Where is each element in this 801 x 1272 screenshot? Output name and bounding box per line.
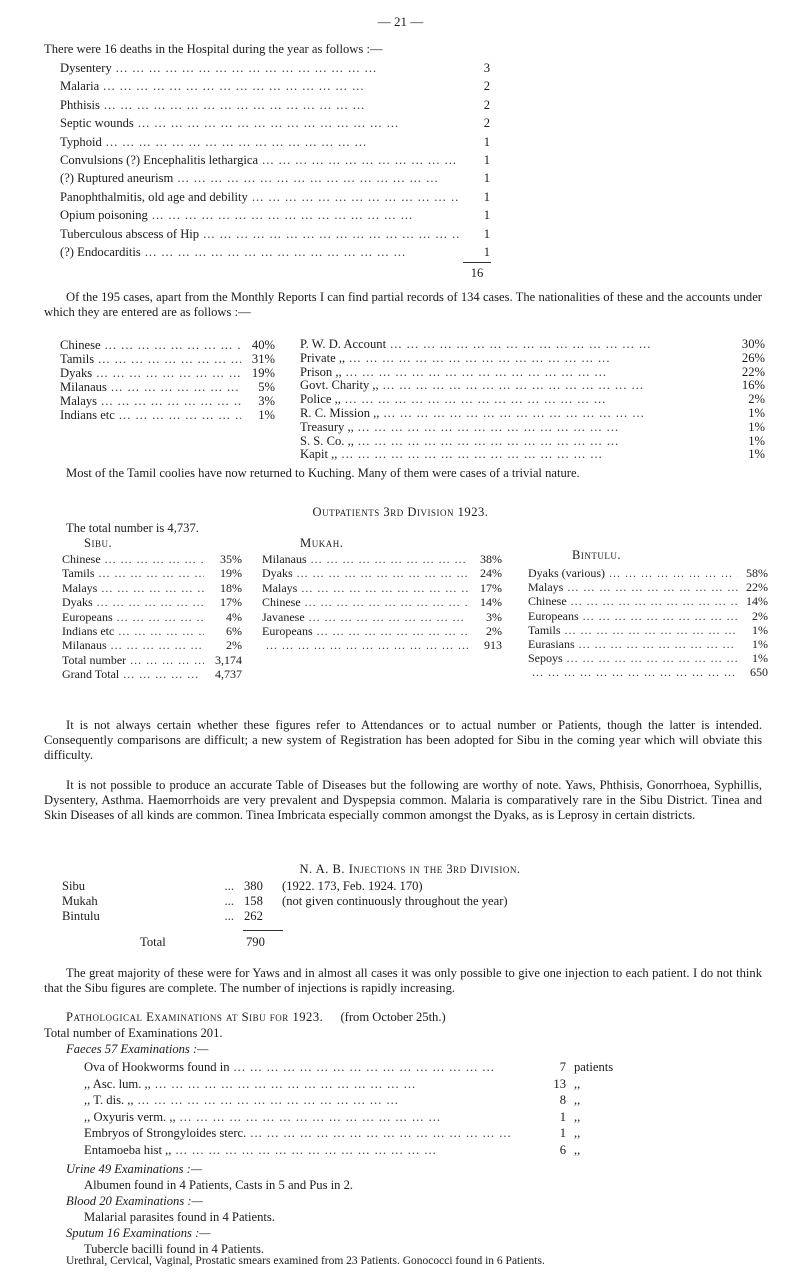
nationality-row-label: Milanaus xyxy=(60,380,107,394)
account-row-label: R. C. Mission ,, xyxy=(300,405,380,420)
smears-paragraph: Urethral, Cervical, Vaginal, Prostatic smears examined from 23 Patients. Gonococci found in 6 Patients. xyxy=(66,1255,545,1267)
death-cause xyxy=(60,133,490,151)
account-row-value: 30% xyxy=(741,337,765,351)
urine-title: Urine 49 Examinations :— xyxy=(66,1162,203,1176)
mukah-row xyxy=(262,566,502,580)
bintulu-row xyxy=(528,651,768,665)
injection-row-label: Mukah xyxy=(62,894,98,908)
leader-dots xyxy=(293,566,468,580)
injection-row-note: (1922. 173, Feb. 1924. 170) xyxy=(282,879,423,893)
leader-dots xyxy=(297,581,468,595)
account-row-value: 2% xyxy=(748,392,765,407)
blood-title: Blood 20 Examinations :— xyxy=(66,1194,203,1208)
leader-dots xyxy=(605,566,738,580)
sibu-row xyxy=(62,610,242,624)
bintulu-row-value: 22% xyxy=(746,580,768,595)
leader-dots xyxy=(230,1059,542,1076)
leader-dots xyxy=(95,566,205,580)
leader-dots xyxy=(379,379,731,393)
death-cause-value: 1 xyxy=(483,189,490,204)
death-cause xyxy=(60,59,490,77)
leader-dots xyxy=(173,169,460,187)
nationality-row xyxy=(60,338,275,352)
bintulu-row xyxy=(528,637,768,651)
mukah-list xyxy=(262,552,502,653)
mukah-row-value: 2% xyxy=(486,624,502,639)
leader-dots xyxy=(301,595,468,609)
account-row-label: Kapit ,, xyxy=(300,447,338,462)
account-row xyxy=(300,338,765,352)
bintulu-row xyxy=(528,566,768,580)
nationality-row-value: 31% xyxy=(251,352,275,366)
leader-dots xyxy=(99,77,460,95)
leader-dots xyxy=(134,1092,542,1109)
leader-dots xyxy=(579,609,738,623)
mukah-row-label: Javanese xyxy=(262,609,305,624)
bintulu-row-value: 650 xyxy=(750,665,768,680)
bintulu-row-value: 1% xyxy=(752,651,768,666)
nationalities-list xyxy=(60,338,275,422)
urine-text: Albumen found in 4 Patients, Casts in 5 and Pus in 2. xyxy=(84,1178,354,1192)
sibu-row xyxy=(62,653,242,667)
accounts-list xyxy=(300,338,765,462)
bintulu-row-label: Tamils xyxy=(528,622,561,637)
mukah-title: Mukah. xyxy=(300,536,344,550)
injection-row-value: 380 xyxy=(244,879,263,893)
injection-row-label: Bintulu xyxy=(62,909,100,923)
bintulu-row-value: 58% xyxy=(746,566,768,580)
death-cause-value: 1 xyxy=(483,153,490,168)
account-row-label: P. W. D. Account xyxy=(300,337,387,351)
death-cause-label: Phthisis xyxy=(60,97,100,112)
account-row xyxy=(300,435,765,449)
bintulu-row xyxy=(528,580,768,594)
bintulu-row-value: 2% xyxy=(752,608,768,623)
leader-dots xyxy=(93,595,204,609)
injection-row xyxy=(62,894,722,909)
leader-dots xyxy=(354,435,731,449)
mukah-row-value: 3% xyxy=(486,609,502,624)
faeces-row-unit: ,, xyxy=(574,1076,581,1091)
death-cause xyxy=(60,188,490,206)
deaths-total: 16 xyxy=(470,266,484,280)
sibu-row-value: 3,174 xyxy=(215,652,242,667)
sibu-row xyxy=(62,566,242,580)
faeces-row xyxy=(84,1059,644,1076)
sibu-row-value: 18% xyxy=(220,580,242,595)
faeces-row-value: 8 xyxy=(559,1093,566,1108)
outpatients-heading: Outpatients 3rd Division 1923. xyxy=(312,505,489,519)
nationality-row-value: 3% xyxy=(258,394,275,408)
death-cause-label: Malaria xyxy=(60,79,100,94)
sibu-row-value: 4,737 xyxy=(215,667,242,682)
faeces-row xyxy=(84,1142,644,1159)
nationality-row-label: Dyaks xyxy=(60,366,93,380)
death-cause-value: 1 xyxy=(483,208,490,223)
bintulu-row xyxy=(528,623,768,637)
leader-dots xyxy=(134,114,460,132)
injections-total-rule xyxy=(243,930,283,931)
injection-row xyxy=(62,909,722,924)
attendance-paragraph: It is not always certain whether these figures refer to Attendances or to actual number or Patients, though the latter is intended. Consequently comparisons are difficult; a new system of Registration has been adopted for Sibu in the coming year which will obviate this difficulty. xyxy=(44,718,762,762)
account-row-label: Police ,, xyxy=(300,392,341,407)
leader-dots xyxy=(107,638,204,652)
leader-dots xyxy=(115,408,241,422)
leader-dots xyxy=(101,552,204,566)
death-cause-label: Tuberculous abscess of Hip xyxy=(60,226,200,241)
deaths-total-rule xyxy=(463,262,491,263)
account-row-label: S. S. Co. ,, xyxy=(300,433,354,448)
mukah-row-value: 913 xyxy=(484,638,502,653)
nationality-row xyxy=(60,408,275,422)
mukah-row-label: Malays xyxy=(262,580,298,595)
leader-dots xyxy=(199,225,460,243)
account-row-value: 22% xyxy=(741,364,765,379)
leader-dots xyxy=(112,59,460,77)
death-cause xyxy=(60,169,490,187)
death-cause xyxy=(60,151,490,169)
nationality-row xyxy=(60,352,275,366)
leader-dots: ... xyxy=(224,879,234,893)
death-cause-label: Opium poisoning xyxy=(60,208,148,223)
outpatients-total-line: The total number is 4,737. xyxy=(66,521,199,535)
injection-row-note xyxy=(278,909,282,924)
pathology-heading: Pathological Examinations at Sibu for 1923. xyxy=(66,1010,324,1024)
mukah-row xyxy=(262,624,502,638)
sibu-row-value: 17% xyxy=(220,595,242,610)
bintulu-row-label: Dyaks (various) xyxy=(528,566,605,580)
account-row-value: 16% xyxy=(741,378,765,393)
sibu-row-value: 4% xyxy=(226,609,242,624)
injection-row-label: Sibu xyxy=(62,879,86,893)
faeces-row-unit: patients xyxy=(574,1060,614,1074)
faeces-row-unit: ,, xyxy=(574,1109,581,1124)
account-row xyxy=(300,379,765,393)
leader-dots: ... xyxy=(224,894,234,908)
mukah-row xyxy=(262,552,502,566)
leader-dots xyxy=(119,667,204,681)
bintulu-row xyxy=(528,609,768,623)
sibu-row-label: Chinese xyxy=(62,552,101,566)
faeces-row-value: 1 xyxy=(559,1109,566,1124)
faeces-row-label: Ova of Hookworms found in xyxy=(84,1060,230,1074)
bintulu-row xyxy=(528,665,768,679)
injections-total-label: Total xyxy=(140,935,166,949)
leader-dots xyxy=(528,665,738,679)
faeces-row-label: Entamoeba hist ,, xyxy=(84,1142,172,1157)
mukah-row-value: 24% xyxy=(480,566,502,581)
death-cause-label: (?) Ruptured aneurism xyxy=(60,171,174,186)
leader-dots xyxy=(345,352,731,366)
sibu-row-label: Dyaks xyxy=(62,595,93,610)
sibu-row-value: 35% xyxy=(220,552,242,566)
bintulu-row-label: Malays xyxy=(528,580,564,595)
bintulu-row-label: Chinese xyxy=(528,594,567,609)
account-row xyxy=(300,352,765,366)
leader-dots xyxy=(386,338,731,352)
faeces-row-unit: ,, xyxy=(574,1142,581,1157)
mukah-row-value: 38% xyxy=(480,552,502,566)
account-row xyxy=(300,448,765,462)
sibu-row-value: 19% xyxy=(220,566,242,581)
injection-row-value: 158 xyxy=(244,894,263,908)
leader-dots xyxy=(567,594,738,608)
nationality-row xyxy=(60,380,275,394)
leader-dots xyxy=(313,624,468,638)
nationality-row-value: 19% xyxy=(251,366,275,380)
leader-dots xyxy=(148,206,460,224)
faeces-row-unit: ,, xyxy=(574,1093,581,1108)
leader-dots xyxy=(97,394,241,408)
leader-dots xyxy=(126,653,204,667)
death-cause-label: Panophthalmitis, old age and debility xyxy=(60,189,248,204)
death-cause-value: 3 xyxy=(483,61,490,75)
pathology-heading-note: (from October 25th.) xyxy=(340,1010,446,1024)
tamil-paragraph: Most of the Tamil coolies have now returned to Kuching. Many of them were cases of a trivial nature. xyxy=(66,466,580,480)
leader-dots xyxy=(92,366,241,380)
faeces-row-value: 1 xyxy=(559,1126,566,1141)
death-cause xyxy=(60,114,490,132)
faeces-list xyxy=(84,1059,644,1159)
nationality-row-label: Tamils xyxy=(60,352,95,366)
bintulu-row-value: 14% xyxy=(746,594,768,609)
mukah-row xyxy=(262,610,502,624)
death-cause-value: 1 xyxy=(483,134,490,149)
account-row-value: 1% xyxy=(748,405,765,420)
leader-dots xyxy=(337,448,731,462)
sibu-list xyxy=(62,552,242,682)
bintulu-title: Bintulu. xyxy=(572,548,622,562)
nationality-row-value: 40% xyxy=(251,338,275,352)
diseases-paragraph: It is not possible to produce an accurate Table of Diseases but the following are worthy of note. Yaws, Phthisis, Gonorrhoea, Syphillis, Dysentery, Asthma. Haemorrhoids are very prevalent and Dyspepsia common. Malaria is comparatively rare in the Sibu District. Tinea and Skin Diseases of all kinds are common. Tinea Imbricata especially common amongst the Dyaks, as is Leprosy in certain districts. xyxy=(44,778,762,822)
injections-heading: N. A. B. Injections in the 3rd Division. xyxy=(299,862,521,876)
nationality-row-label: Indians etc xyxy=(60,408,115,422)
bintulu-row-value: 1% xyxy=(752,622,768,637)
mukah-row xyxy=(262,638,502,652)
faeces-row xyxy=(84,1092,644,1109)
sputum-text: Tubercle bacilli found in 4 Patients. xyxy=(84,1242,265,1256)
mukah-row-label: Dyaks xyxy=(262,566,293,581)
death-cause-value: 1 xyxy=(483,171,490,186)
leader-dots xyxy=(561,623,739,637)
sputum-title: Sputum 16 Examinations :— xyxy=(66,1226,211,1240)
deaths-intro: There were 16 deaths in the Hospital during the year as follows :— xyxy=(44,42,383,56)
faeces-title: Faeces 57 Examinations :— xyxy=(66,1042,209,1056)
leader-dots xyxy=(141,243,460,261)
faeces-row-unit: ,, xyxy=(574,1126,581,1141)
sibu-row xyxy=(62,581,242,595)
bintulu-row-label: Sepoys xyxy=(528,651,563,666)
nationality-row-value: 1% xyxy=(258,408,275,422)
injection-row xyxy=(62,879,722,894)
account-row xyxy=(300,393,765,407)
leader-dots xyxy=(171,1142,542,1159)
leader-dots xyxy=(151,1076,542,1093)
faeces-row-label: ,, T. dis. ,, xyxy=(84,1093,134,1108)
leader-dots xyxy=(248,188,460,206)
nationality-row-label: Malays xyxy=(60,394,98,408)
sibu-row xyxy=(62,595,242,609)
leader-dots xyxy=(563,580,738,594)
bintulu-row-value: 1% xyxy=(752,637,768,652)
account-row-label: Treasury ,, xyxy=(300,419,354,434)
account-row-label: Govt. Charity ,, xyxy=(300,378,379,393)
leader-dots xyxy=(101,338,241,352)
death-cause xyxy=(60,77,490,95)
sibu-row xyxy=(62,667,242,681)
sibu-row xyxy=(62,638,242,652)
sibu-row-label: Europeans xyxy=(62,609,113,624)
leader-dots xyxy=(107,380,241,394)
nationality-row-label: Chinese xyxy=(60,338,101,352)
faeces-row-value: 13 xyxy=(553,1076,566,1091)
account-row-label: Private ,, xyxy=(300,350,346,365)
pathology-heading-line xyxy=(66,1010,766,1025)
blood-text: Malarial parasites found in 4 Patients. xyxy=(84,1210,275,1224)
death-cause-value: 1 xyxy=(483,226,490,241)
yaws-paragraph: The great majority of these were for Yaws and in almost all cases it was only possible to give one injection to each patient. I do not think that the Sibu figures are complete. The number of injections is rapidly increasing. xyxy=(44,966,762,995)
sibu-row xyxy=(62,624,242,638)
death-cause-label: (?) Endocarditis xyxy=(60,245,141,260)
nationality-row-value: 5% xyxy=(258,380,275,394)
mukah-row-value: 17% xyxy=(480,580,502,595)
account-row-label: Prison ,, xyxy=(300,364,342,379)
death-cause xyxy=(60,225,490,243)
death-cause xyxy=(60,206,490,224)
mukah-row-label: Chinese xyxy=(262,595,301,610)
leader-dots xyxy=(575,637,738,651)
death-cause-label: Septic wounds xyxy=(60,116,134,131)
faeces-row xyxy=(84,1076,644,1093)
cases-paragraph: Of the 195 cases, apart from the Monthly Reports I can find partial records of 134 cases. The nationalities of these and the accounts under which they are entered are as follows :— xyxy=(44,290,762,319)
account-row-value: 1% xyxy=(748,447,765,462)
nationality-row xyxy=(60,394,275,408)
leader-dots xyxy=(262,638,468,652)
leader-dots xyxy=(342,366,731,380)
account-row-value: 1% xyxy=(748,419,765,434)
sibu-row-label: Grand Total xyxy=(62,667,120,682)
leader-dots xyxy=(379,407,731,421)
pathology-total-line: Total number of Examinations 201. xyxy=(44,1026,223,1040)
sibu-row-label: Total number xyxy=(62,652,127,667)
death-cause xyxy=(60,243,490,261)
bintulu-row-label: Europeans xyxy=(528,608,579,623)
mukah-row-label: Europeans xyxy=(262,624,313,639)
account-row xyxy=(300,421,765,435)
sibu-row-label: Tamils xyxy=(62,566,95,581)
sibu-row-label: Indians etc xyxy=(62,624,115,639)
injection-row-value: 262 xyxy=(244,909,263,923)
account-row-value: 26% xyxy=(741,350,765,365)
deaths-list xyxy=(60,59,490,261)
faeces-row-label: ,, Asc. lum. ,, xyxy=(84,1076,151,1091)
account-row-value: 1% xyxy=(748,433,765,448)
leader-dots xyxy=(100,96,460,114)
faeces-row-label: Embryos of Strongyloides sterc. xyxy=(84,1126,247,1141)
faeces-row-value: 6 xyxy=(559,1142,566,1157)
nationality-row xyxy=(60,366,275,380)
leader-dots xyxy=(341,393,731,407)
sibu-row-label: Malays xyxy=(62,580,98,595)
death-cause-value: 2 xyxy=(483,116,490,131)
death-cause-value: 2 xyxy=(483,97,490,112)
faeces-row xyxy=(84,1109,644,1126)
account-row xyxy=(300,407,765,421)
mukah-row xyxy=(262,581,502,595)
injections-total-value: 790 xyxy=(246,935,265,949)
mukah-row xyxy=(262,595,502,609)
faeces-row-label: ,, Oxyuris verm. ,, xyxy=(84,1109,176,1124)
leader-dots xyxy=(97,581,204,595)
injections-list xyxy=(62,879,722,924)
leader-dots xyxy=(307,552,468,566)
leader-dots xyxy=(113,610,204,624)
leader-dots xyxy=(258,151,460,169)
death-cause xyxy=(60,96,490,114)
death-cause-value: 1 xyxy=(483,245,490,260)
sibu-title: Sibu. xyxy=(84,536,113,550)
bintulu-row-label: Eurasians xyxy=(528,637,575,652)
leader-dots xyxy=(94,352,241,366)
account-row xyxy=(300,366,765,380)
leader-dots xyxy=(305,610,468,624)
sibu-row-value: 2% xyxy=(226,638,242,653)
injection-row-note: (not given continuously throughout the year) xyxy=(282,894,508,908)
leader-dots xyxy=(354,421,731,435)
sibu-row-value: 6% xyxy=(226,624,242,639)
faeces-row-value: 7 xyxy=(559,1060,566,1074)
leader-dots xyxy=(114,624,204,638)
page-number: — 21 — xyxy=(377,14,424,29)
faeces-row xyxy=(84,1125,644,1142)
sibu-row-label: Milanaus xyxy=(62,638,107,653)
death-cause-label: Typhoid xyxy=(60,134,102,149)
death-cause-label: Convulsions (?) Encephalitis lethargica xyxy=(60,153,259,168)
bintulu-row xyxy=(528,594,768,608)
leader-dots xyxy=(246,1125,542,1142)
sibu-row xyxy=(62,552,242,566)
mukah-row-value: 14% xyxy=(480,595,502,610)
leader-dots xyxy=(563,651,738,665)
leader-dots: ... xyxy=(224,909,234,923)
death-cause-label: Dysentery xyxy=(60,61,112,75)
bintulu-list xyxy=(528,566,768,680)
leader-dots xyxy=(102,133,460,151)
death-cause-value: 2 xyxy=(483,79,490,94)
leader-dots xyxy=(176,1109,542,1126)
mukah-row-label: Milanaus xyxy=(262,552,307,566)
